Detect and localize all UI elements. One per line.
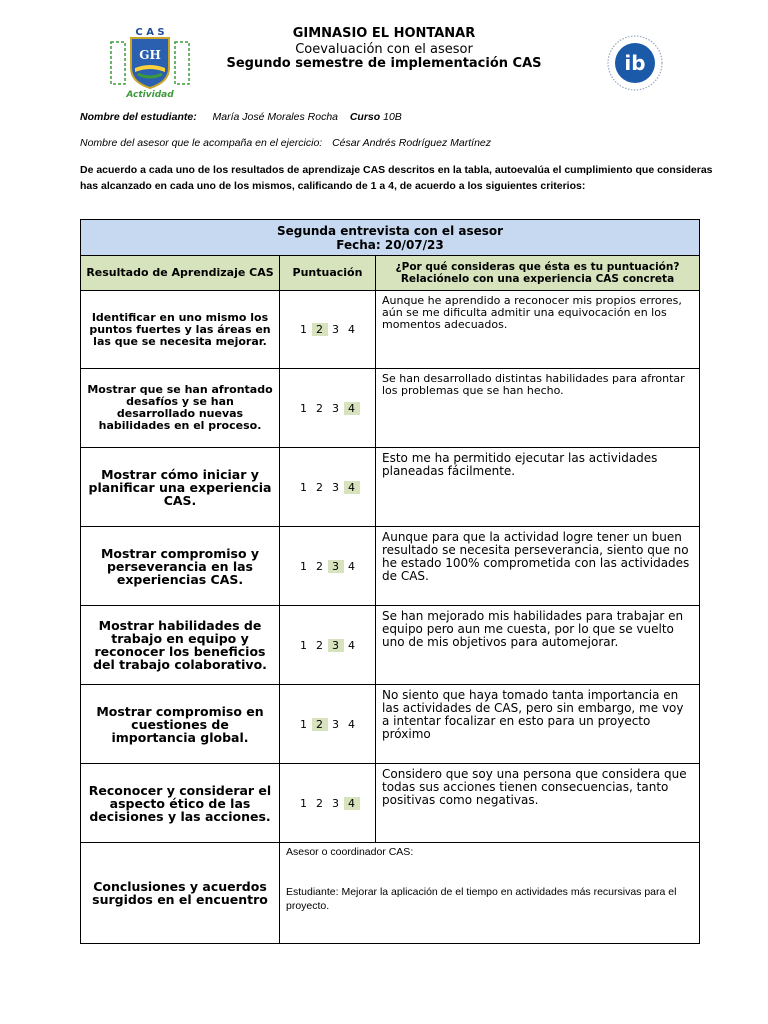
score-cell bbox=[280, 685, 376, 764]
score-option: 1 bbox=[300, 480, 307, 494]
column-header-outcome: Resultado de Aprendizaje CAS bbox=[81, 256, 280, 291]
score-option: 3 bbox=[332, 480, 339, 494]
outcome-text: Mostrar compromiso en cuestiones de importancia global. bbox=[81, 685, 280, 764]
score-option: 3 bbox=[332, 717, 339, 731]
ib-logo-text: ib bbox=[624, 51, 646, 75]
reason-text: Esto me ha permitido ejecutar las actividades planeadas fácilmente. bbox=[376, 448, 700, 527]
table-title: Segunda entrevista con el asesor bbox=[276, 223, 504, 238]
table-row bbox=[81, 448, 700, 527]
score-option-selected: 4 bbox=[344, 402, 360, 415]
score-option-selected: 3 bbox=[328, 639, 344, 652]
reason-text: Aunque he aprendido a reconocer mis propios errores, aún se me dificulta admitir una equivocación en los momentos adecuados. bbox=[376, 291, 700, 369]
score-option: 4 bbox=[348, 559, 355, 573]
score-option: 2 bbox=[316, 559, 323, 573]
advisor-line bbox=[80, 137, 491, 149]
conclusion-label: Conclusiones y acuerdos surgidos en el encuentro bbox=[81, 843, 280, 944]
column-header-score: Puntuación bbox=[280, 256, 376, 291]
advisor-name: César Andrés Rodríguez Martínez bbox=[332, 137, 491, 149]
course-value: 10B bbox=[383, 111, 402, 123]
score-cell bbox=[280, 606, 376, 685]
score-option: 2 bbox=[316, 480, 323, 494]
score-cell bbox=[280, 764, 376, 843]
score-cell bbox=[280, 369, 376, 448]
outcome-text: Mostrar compromiso y perseverancia en las experiencias CAS. bbox=[81, 527, 280, 606]
instructions-paragraph: De acuerdo a cada uno de los resultados de aprendizaje CAS descritos en la tabla, autoevalúa el cumplimiento que consideras has alcanzado en cada uno de los mismos, calificando de 1 a 4, de acuerdo a los siguientes criterios: bbox=[80, 164, 713, 192]
advisor-label: Nombre del asesor que le acompaña en el ejercicio: bbox=[80, 137, 323, 149]
score-option: 4 bbox=[348, 323, 355, 336]
score-option: 2 bbox=[316, 796, 323, 810]
score-cell bbox=[280, 448, 376, 527]
score-cell bbox=[280, 527, 376, 606]
course-label: Curso bbox=[349, 111, 381, 123]
score-option-selected: 2 bbox=[312, 323, 328, 336]
reason-text: Aunque para que la actividad logre tener un buen resultado se necesita perseverancia, siento que no he estado 100% comprometida con las actividades de CAS. bbox=[376, 527, 700, 606]
score-option: 4 bbox=[348, 638, 355, 652]
student-label: Nombre del estudiante: bbox=[80, 111, 197, 123]
score-option: 2 bbox=[316, 638, 323, 652]
table-row bbox=[81, 369, 700, 448]
school-title: GIMNASIO EL HONTANAR bbox=[292, 26, 476, 41]
cas-logo-bottom-text: Actividad bbox=[126, 90, 174, 100]
evaluation-table bbox=[80, 219, 700, 944]
score-option: 1 bbox=[300, 796, 307, 810]
outcome-text: Reconocer y considerar el aspecto ético de las decisiones y las acciones. bbox=[81, 764, 280, 843]
reason-text: Considero que soy una persona que considera que todas sus acciones tienen consecuencias, tanto positivas como negativas. bbox=[376, 764, 700, 843]
reason-text: Se han desarrollado distintas habilidades para afrontar los problemas que se han hecho. bbox=[376, 369, 700, 448]
advisor-conclusion-label: Asesor o coordinador CAS: bbox=[286, 846, 414, 858]
score-option: 1 bbox=[300, 559, 307, 573]
outcome-text: Mostrar habilidades de trabajo en equipo y reconocer los beneficios del trabajo colaborativo. bbox=[81, 606, 280, 685]
outcome-rows bbox=[81, 291, 700, 843]
semester-title: Segundo semestre de implementación CAS bbox=[226, 56, 542, 71]
column-header-reason: ¿Por qué consideras que ésta es tu puntuación? Relaciónelo con una experiencia CAS concreta bbox=[376, 256, 700, 291]
table-row bbox=[81, 685, 700, 764]
score-option-selected: 4 bbox=[344, 481, 360, 494]
score-cell bbox=[280, 291, 376, 369]
score-option-selected: 3 bbox=[328, 560, 344, 573]
score-option: 4 bbox=[348, 717, 355, 731]
score-option: 3 bbox=[332, 796, 339, 810]
cas-logo-top-text: C A S bbox=[135, 27, 165, 38]
table-row bbox=[81, 291, 700, 369]
score-option: 3 bbox=[332, 323, 339, 336]
score-option: 3 bbox=[332, 401, 339, 415]
score-option: 1 bbox=[300, 323, 307, 336]
score-option: 1 bbox=[300, 638, 307, 652]
table-row bbox=[81, 527, 700, 606]
outcome-text: Mostrar cómo iniciar y planificar una experiencia CAS. bbox=[81, 448, 280, 527]
score-option: 2 bbox=[316, 401, 323, 415]
student-name: María José Morales Rocha bbox=[212, 111, 338, 123]
student-conclusion-text: Estudiante: Mejorar la aplicación de el tiempo en actividades más recursivas para el proyecto. bbox=[286, 886, 677, 912]
score-option-selected: 2 bbox=[312, 718, 328, 731]
reason-text: Se han mejorado mis habilidades para trabajar en equipo pero aun me cuesta, por lo que se vuelto uno de mis objetivos para automejorar. bbox=[376, 606, 700, 685]
table-title-cell bbox=[81, 220, 700, 256]
cas-logo-center-text: GH bbox=[139, 48, 161, 62]
table-row bbox=[81, 764, 700, 843]
score-option: 1 bbox=[300, 401, 307, 415]
interview-date: Fecha: 20/07/23 bbox=[336, 237, 444, 252]
conclusion-cell bbox=[280, 843, 700, 944]
document-subtitle: Coevaluación con el asesor bbox=[295, 42, 473, 57]
table-row bbox=[81, 606, 700, 685]
reason-text: No siento que haya tomado tanta importancia en las actividades de CAS, pero sin embargo, me voy a intentar focalizar en esto para un proyecto próximo bbox=[376, 685, 700, 764]
student-line bbox=[80, 111, 402, 123]
outcome-text: Mostrar que se han afrontado desafíos y se han desarrollado nuevas habilidades en el proceso. bbox=[81, 369, 280, 448]
outcome-text: Identificar en uno mismo los puntos fuertes y las áreas en las que se necesita mejorar. bbox=[81, 291, 280, 369]
score-option-selected: 4 bbox=[344, 797, 360, 810]
score-option: 1 bbox=[300, 717, 307, 731]
